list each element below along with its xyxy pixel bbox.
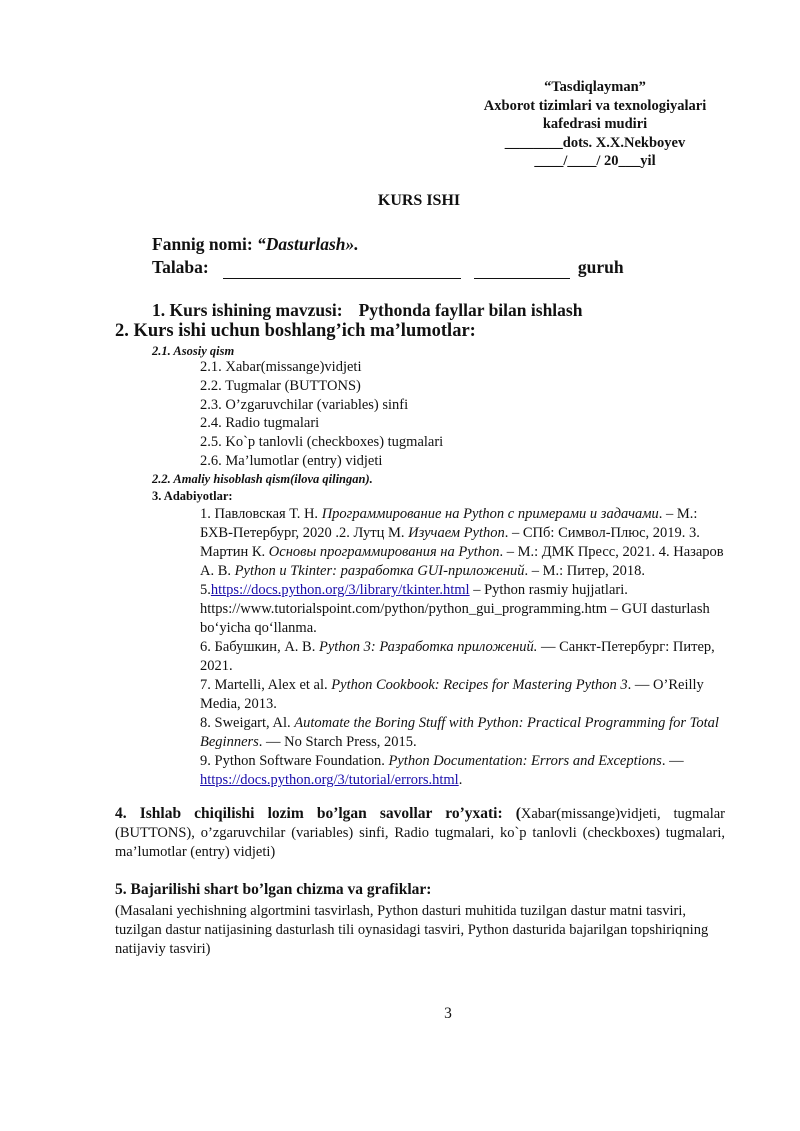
approval-department: Axborot tizimlari va texnologiyalari (483, 97, 707, 114)
student-line (152, 257, 624, 279)
list-item: 2.5. Ko`p tanlovli (checkboxes) tugmalari (200, 434, 444, 450)
approval-block (470, 78, 720, 171)
ref-text: 8. Sweigart, Al. (200, 715, 295, 731)
ref-text: 5. (200, 582, 211, 598)
ref-title: Python Cookbook: Recipes for Mastering Python 3 (331, 677, 628, 693)
ref-text: . – СПб: Символ-Плюс, 2019. 3. Мартин К. (200, 525, 700, 560)
ref-text: . — (661, 753, 684, 769)
ref-text: 6. Бабушкин, А. В. (200, 639, 319, 655)
subject-label: Fannig nomi: (152, 234, 258, 254)
list-item: 2.1. Xabar(missange)vidjeti (200, 359, 362, 375)
document-title: KURS ISHI (377, 192, 461, 209)
list-item: 2.3. O’zgaruvchilar (variables) sinfi (200, 397, 409, 413)
references-list (200, 505, 730, 790)
reference-7 (200, 676, 730, 714)
ref-title: Программирование на Python с примерами и задачами (321, 506, 659, 522)
ref-text: 7. Martelli, Alex et al. (200, 677, 332, 693)
ref-title: Python и Tkinter: разработка GUI-приложений (234, 563, 525, 579)
ref-text: . — No Starch Press, 2015. (258, 734, 417, 750)
subject-line (152, 234, 359, 255)
section1-topic (152, 300, 582, 321)
section2-heading: 2. Kurs ishi uchun boshlang’ich ma’lumotlar: (115, 321, 476, 341)
reference-5 (200, 581, 730, 638)
approval-date: ____/____/ 20___yil (534, 153, 656, 170)
group-blank[interactable] (474, 257, 570, 279)
list-item: 2.2. Tugmalar (BUTTONS) (200, 378, 361, 394)
ref-text: . — O’Reilly Media, 2013. (200, 677, 704, 712)
section5-text: (Masalani yechishning algortmini tasvirlash, Python dasturi muhitida tuzilgan dastur matni tasviri, tuzilgan dastur natijasining dasturlash tili oynasidagi tasviri, Python dasturida bajarilgan topshiriqning natijaviy tasviri) (115, 903, 709, 957)
ref-title: Python 3: Разработка приложений. (318, 639, 538, 655)
ref-text: 9. Python Software Foundation. (200, 753, 389, 769)
ref-title: Automate the Boring Stuff with Python: Practical Programming for Total Beginners (200, 715, 719, 750)
section4 (115, 804, 725, 862)
section5-heading: 5. Bajarilishi shart bo’lgan chizma va grafiklar: (115, 881, 432, 898)
ref-text: . – М.: ДМК Пресс, 2021. 4. Назаров А. В. (200, 544, 724, 579)
section1-label: 1. Kurs ishining mavzusi: (152, 300, 343, 320)
approval-title: “Tasdiqlayman” (544, 79, 646, 95)
section1-topic-value: Pythonda fayllar bilan ishlash (358, 300, 583, 320)
student-name-blank[interactable] (223, 257, 461, 279)
ref-text: – Python rasmiy hujjatlari. https://www.tutorialspoint.com/python/python_gui_programming.htm – GUI dasturlash bo‘yicha qo‘llanma. (200, 582, 710, 636)
ref-text: . – М.: БХВ-Петербург, 2020 .2. Лутц М. (200, 506, 698, 541)
approval-signature: ________dots. X.X.Nekboyev (504, 134, 686, 151)
section2-sub1: 2.1. Asosiy qism (152, 344, 235, 358)
approval-position: kafedrasi mudiri (542, 116, 648, 133)
tkinter-docs-link[interactable]: https://docs.python.org/3/library/tkinter.html (210, 582, 470, 598)
section4-text: Xabar(missange)vidjeti, tugmalar (BUTTONS), o’zgaruvchilar (variables) sinfi, Radio tugmalari, ko`p tanlovli (checkboxes) tugmalari, ma’lumotlar (entry) vidjeti) (115, 806, 725, 860)
ref-title: Изучаем Python (408, 525, 505, 541)
page-number: 3 (444, 1005, 452, 1022)
ref-title: Основы программирования на Python (268, 544, 500, 560)
reference-1-4 (200, 505, 730, 581)
ref-text: — Санкт-Петербург: Питер, 2021. (200, 639, 715, 674)
subject-value: “Dasturlash». (257, 234, 359, 254)
errors-docs-link[interactable]: https://docs.python.org/3/tutorial/errors.html (200, 772, 459, 788)
list-item: 2.4. Radio tugmalari (200, 415, 320, 431)
section3-heading: 3. Adabiyotlar: (152, 489, 233, 503)
group-label: guruh (577, 257, 624, 277)
reference-8 (200, 714, 730, 752)
reference-6 (200, 638, 730, 676)
list-item: 2.6. Ma’lumotlar (entry) vidjeti (200, 453, 383, 469)
ref-text: . (458, 772, 463, 788)
student-label: Talaba: (152, 257, 209, 277)
ref-text: . – М.: Питер, 2018. (524, 563, 645, 579)
ref-text: 1. Павловская Т. Н. (200, 506, 322, 522)
section2-sub2: 2.2. Amaliy hisoblash qism(ilova qilingan). (152, 472, 373, 486)
section4-label: 4. Ishlab chiqilishi lozim bo’lgan savollar ro’yxati: ( (115, 805, 521, 822)
reference-9 (200, 752, 730, 790)
ref-title: Python Documentation: Errors and Exceptions (388, 753, 662, 769)
